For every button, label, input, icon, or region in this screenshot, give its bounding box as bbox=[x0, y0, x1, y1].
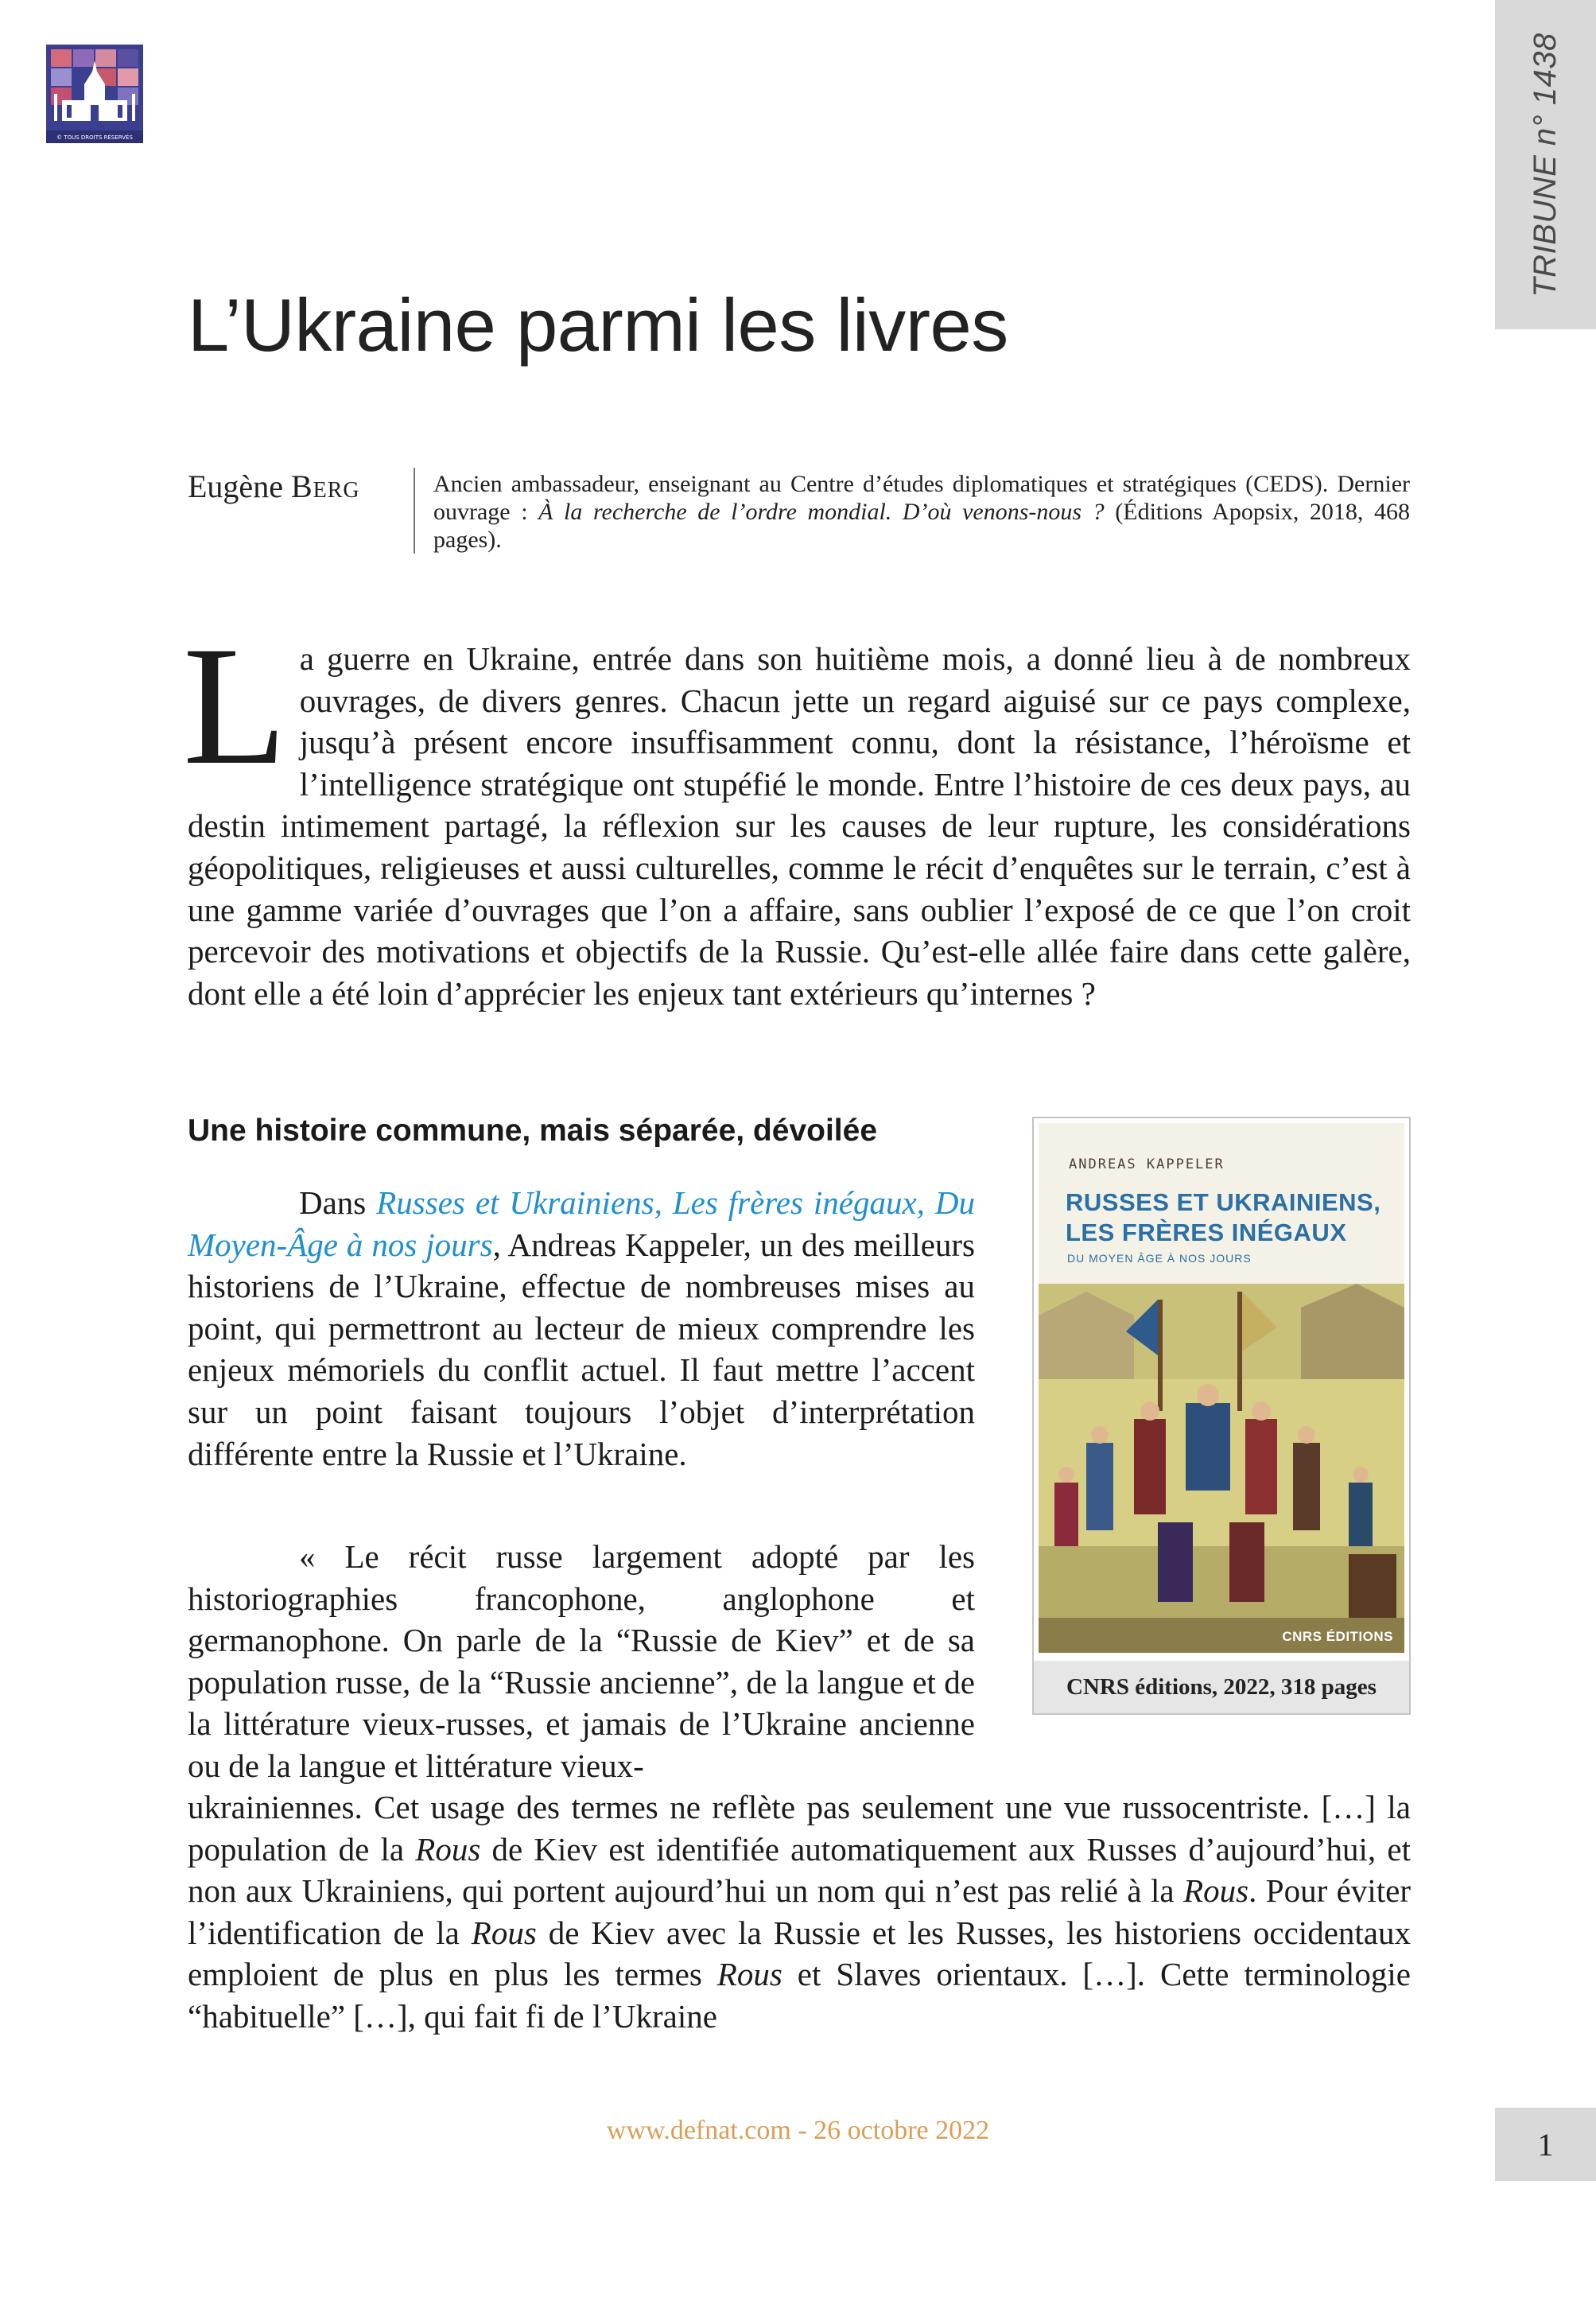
author-bio-suffix: (Éditions Apopsix, 2018, 468 pages). bbox=[433, 499, 1411, 553]
cover-painting-illustration bbox=[1039, 1284, 1404, 1653]
author-name bbox=[188, 468, 360, 506]
book-caption: CNRS éditions, 2022, 318 pages bbox=[1034, 1661, 1409, 1713]
author-last-book: À la recherche de l’ordre mondial. D’où venons-nous ? bbox=[538, 499, 1105, 525]
footer-url-date[interactable]: www.defnat.com - 26 octobre 2022 bbox=[606, 2116, 990, 2145]
intro-paragraph bbox=[183, 612, 1411, 1014]
book-cover-title-line2: LES FRÈRES INÉGAUX bbox=[1066, 1219, 1347, 1246]
section-heading: Une histoire commune, mais séparée, dévoilée bbox=[188, 1114, 878, 1148]
para2-text: « Le récit russe largement adopté par les historiographies francophone, anglophone et germanophone. On parle de la “Russie de Kiev” et de sa population russe, de la “Russie ancienne”, de la langue et de la littérature vieux-russes, et jamais de l’Ukraine ancienne ou de la langue et littérature vieux- bbox=[188, 1538, 975, 1784]
side-tab bbox=[1495, 0, 1596, 329]
page-title: L’Ukraine parmi les livres bbox=[188, 283, 1008, 367]
rous-term: Rous bbox=[716, 1956, 782, 1993]
para3-part: ukrainiennes. Cet usage des termes ne reflète pas seulement une vue russocentriste. […] la population de la bbox=[188, 1789, 1411, 1868]
author-first-name: Eugène bbox=[188, 468, 283, 504]
author-bio bbox=[433, 470, 1410, 554]
book-cover-subtitle: DU MOYEN ÂGE À NOS JOURS bbox=[1067, 1252, 1252, 1265]
page-number: 1 bbox=[1495, 2108, 1596, 2181]
book-cover-author: ANDREAS KAPPELER bbox=[1069, 1156, 1225, 1172]
author-divider bbox=[414, 468, 415, 554]
body-paragraph-3 bbox=[188, 1786, 1411, 2038]
para1-before: Dans bbox=[299, 1184, 377, 1221]
author-bio-line1: Ancien ambassadeur, enseignant au Centre d’études diplomatiques et stratégiques (CEDS). bbox=[433, 471, 1329, 497]
para3-part: et Slaves orientaux. […]. Cette terminologie “habituelle” […], qui fait fi de l’Ukraine bbox=[188, 1956, 1411, 2035]
book-cover-title-line1: RUSSES ET UKRAINIENS, bbox=[1066, 1188, 1381, 1216]
book-cover-image bbox=[1039, 1123, 1404, 1653]
cathedral-logo-icon bbox=[46, 45, 143, 143]
para1-after: , Andreas Kappeler, un des meilleurs historiens de l’Ukraine, effectue de nombreuses mises au point, qui permettront au lecteur de mieux comprendre les enjeux mémoriels du conflit actuel. Il faut mettre l’accent sur un point faisant toujours l’objet d’interprétation différente entre la Russie et l’Ukraine. bbox=[188, 1226, 975, 1472]
body-paragraph-2 bbox=[188, 1536, 975, 1787]
rous-term: Rous bbox=[471, 1914, 537, 1951]
intro-text: a guerre en Ukraine, entrée dans son huitième mois, a donné lieu à de nombreux ouvrages, de divers genres. Chacun jette un regard aiguisé sur ce pays complexe, jusqu’à présent encore insuffisamment connu, dont la résistance, l’héroïsme et l’intelligence stratégique ont stupéfié le monde. Entre l’histoire de ces deux pays, au destin intimement partagé, la réflexion sur les causes de leur rupture, les considérations géopolitiques, religieuses et aussi culturelles, comme le récit d’enquêtes sur le terrain, c’est à une gamme variée d’ouvrages que l’on a affaire, sans oublier l’exposé de ce que l’on croit percevoir des motivations et objectifs de la Russie. Qu’est-elle allée faire dans cette galère, dont elle a été loin d’apprécier les enjeux tant extérieurs qu’internes ? bbox=[188, 640, 1411, 1012]
author-bio-prefix: Dernier ouvrage : bbox=[433, 471, 1411, 525]
book-title-link[interactable]: Russes et Ukrainiens, Les frères inégaux, Du Moyen-Âge à nos jours bbox=[188, 1184, 975, 1263]
para3-part: de Kiev avec la Russie et les Russes, les historiens occidentaux emploient de plus en plus les termes bbox=[188, 1914, 1411, 1993]
para3-part: . Pour éviter l’identification de la bbox=[188, 1872, 1411, 1951]
rous-term: Rous bbox=[415, 1830, 481, 1868]
book-figure bbox=[1032, 1117, 1411, 1715]
para3-part: de Kiev est identifiée automatiquement aux Russes d’aujourd’hui, et non aux Ukrainiens, qui portent aujourd’hui un nom qui n’est pas relié à la bbox=[188, 1830, 1411, 1910]
author-last-name: Berg bbox=[290, 468, 360, 504]
rous-term: Rous bbox=[1183, 1872, 1249, 1910]
logo-caption: © TOUS DROITS RÉSERVÉS bbox=[56, 134, 133, 141]
body-paragraph-1 bbox=[188, 1182, 975, 1475]
book-cover-publisher: CNRS ÉDITIONS bbox=[1282, 1629, 1393, 1644]
drop-cap: L bbox=[183, 612, 287, 800]
tribune-number: TRIBUNE n° 1438 bbox=[1528, 32, 1563, 297]
revue-logo bbox=[46, 45, 143, 143]
